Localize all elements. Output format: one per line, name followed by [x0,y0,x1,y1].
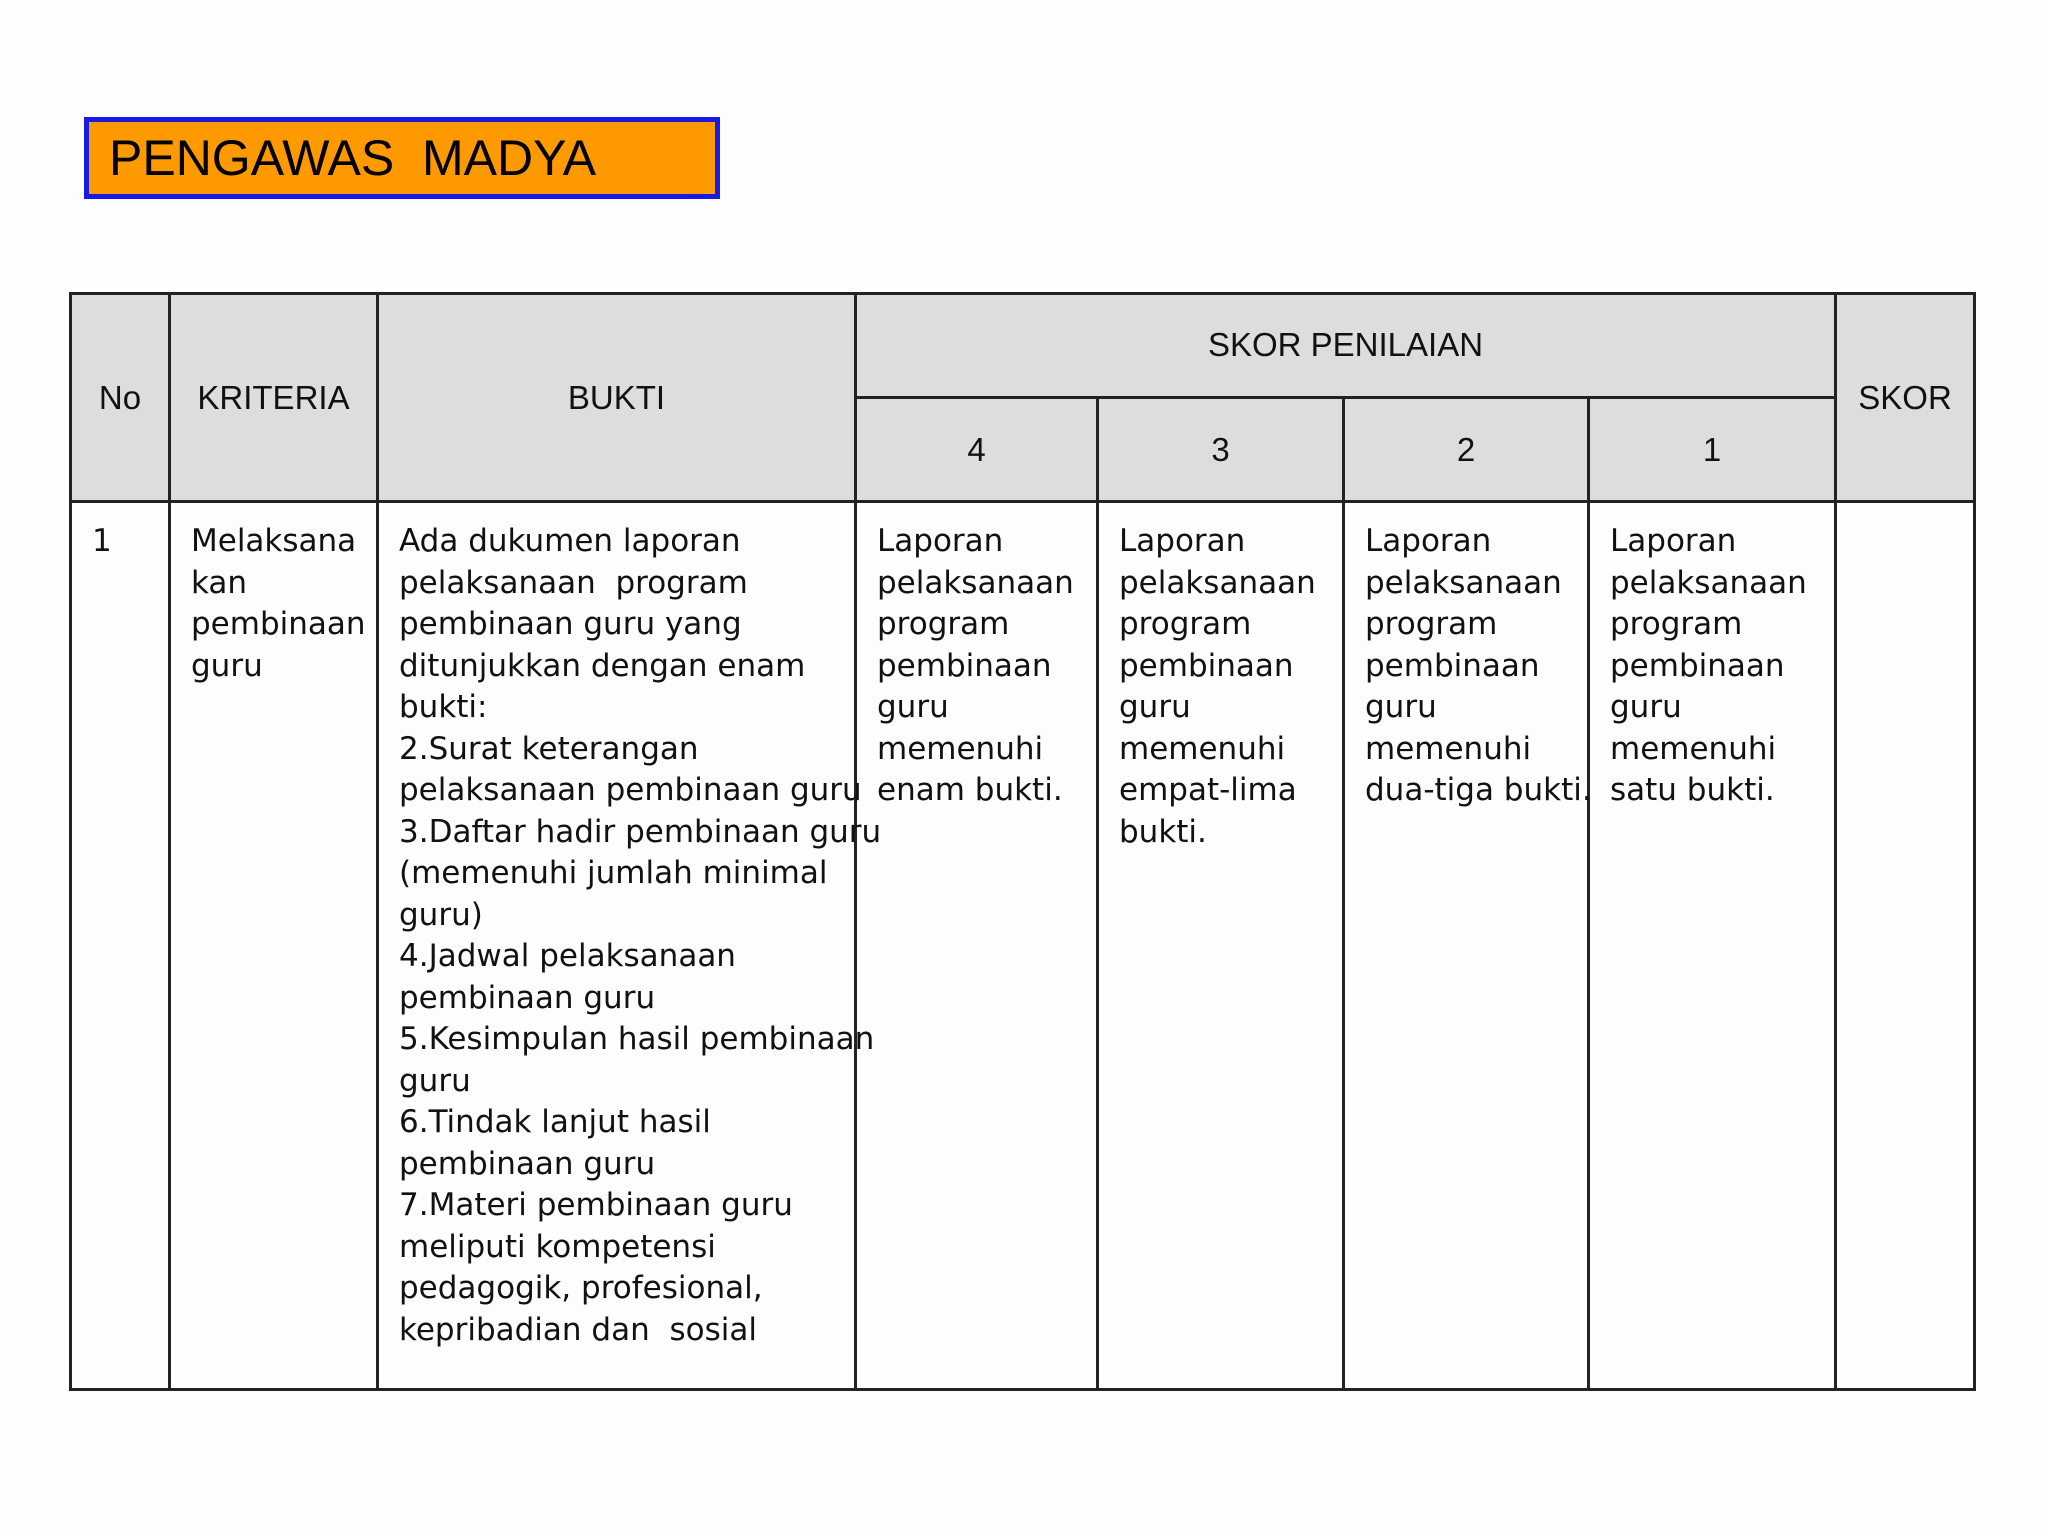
cell-text-line: enam bukti. [877,772,1063,808]
header-level-4: 4 [856,398,1098,502]
cell-text-line: 2.Surat keterangan [399,730,699,767]
cell-text-line: program [1610,606,1743,642]
cell-text-line: Melaksana [191,523,357,559]
page-title: PENGAWAS MADYA [84,117,720,199]
cell-text-line: pedagogik, profesional, [399,1270,763,1306]
cell-score-4 [856,502,1098,1390]
header-level-2: 2 [1344,398,1589,502]
cell-text-line: pembinaan [1365,647,1540,684]
header-kriteria: KRITERIA [170,294,378,502]
cell-text-line: guru [1365,689,1437,725]
header-skor: SKOR [1836,294,1975,502]
cell-text-line: ditunjukkan dengan enam [399,647,806,684]
cell-bukti [378,502,882,1390]
cell-text-line: memenuhi [1610,730,1777,767]
cell-text-line: pembinaan guru [399,979,656,1016]
cell-text-line: pembinaan guru [399,1145,656,1182]
cell-text-line: (memenuhi jumlah minimal [399,855,828,891]
cell-text-line: pembinaan [1119,647,1294,684]
header-row-top [71,294,1975,398]
cell-text-line: 6.Tindak lanjut hasil [399,1104,711,1140]
header-skor-penilaian: SKOR PENILAIAN [856,294,1836,398]
cell-skor [1836,502,1975,1390]
table-row [71,502,1975,1390]
cell-text-line: guru [1610,689,1682,725]
cell-text-line: pembinaan guru yang [399,606,742,642]
cell-text-line: pembinaan [877,647,1052,684]
cell-score-3 [1098,502,1344,1390]
cell-text-line: Laporan [1365,523,1492,559]
cell-text-line: memenuhi [1119,730,1286,767]
header-level-1: 1 [1589,398,1836,502]
cell-text-line: guru [399,1062,471,1099]
cell-text-line: program [877,606,1010,642]
cell-score-1 [1589,502,1836,1390]
cell-text-line: Laporan [1119,523,1246,559]
cell-text-line: bukti: [399,689,488,725]
cell-text-line: 7.Materi pembinaan guru [399,1187,793,1223]
cell-text-line: pelaksanaan [1610,564,1807,601]
cell-text-line: memenuhi [1365,730,1532,767]
cell-text-line: 3.Daftar hadir pembinaan guru [399,813,882,850]
cell-text-line: program [1119,606,1252,642]
cell-text-line: program [1365,606,1498,642]
cell-text-line: guru [877,689,949,725]
header-no: No [71,294,170,502]
header-level-3: 3 [1098,398,1344,502]
cell-score-2 [1344,502,1592,1390]
cell-text-line: pelaksanaan [1365,564,1562,601]
assessment-rubric-table [69,292,1976,1391]
cell-text-line: memenuhi [877,730,1044,767]
cell-text-line: guru [191,647,263,684]
cell-text-line: meliputi kompetensi [399,1228,716,1265]
cell-text-line: pembinaan [1610,647,1785,684]
cell-text-line: kan [191,564,248,601]
cell-text-line: pelaksanaan pembinaan guru [399,772,862,808]
cell-text-line: guru [1119,689,1191,725]
cell-text-line: Laporan [877,523,1004,559]
cell-text-line: Ada dukumen laporan [399,523,741,559]
cell-text-line: Laporan [1610,523,1737,559]
cell-text-line: pembinaan [191,606,366,642]
header-bukti: BUKTI [378,294,856,502]
cell-text-line: 5.Kesimpulan hasil pembinaan [399,1021,875,1057]
cell-kriteria [170,502,378,1390]
cell-text-line: empat-lima [1119,772,1297,808]
cell-text-line: pelaksanaan program [399,564,748,601]
cell-no: 1 [71,502,170,1390]
cell-text-line: pelaksanaan [1119,564,1316,601]
cell-text-line: guru) [399,896,483,933]
cell-text-line: dua-tiga bukti. [1365,772,1592,808]
cell-text-line: kepribadian dan sosial [399,1311,757,1348]
cell-text-line: 4.Jadwal pelaksanaan [399,938,736,974]
cell-text-line: bukti. [1119,813,1207,850]
cell-text-line: satu bukti. [1610,772,1775,808]
cell-text-line: pelaksanaan [877,564,1074,601]
